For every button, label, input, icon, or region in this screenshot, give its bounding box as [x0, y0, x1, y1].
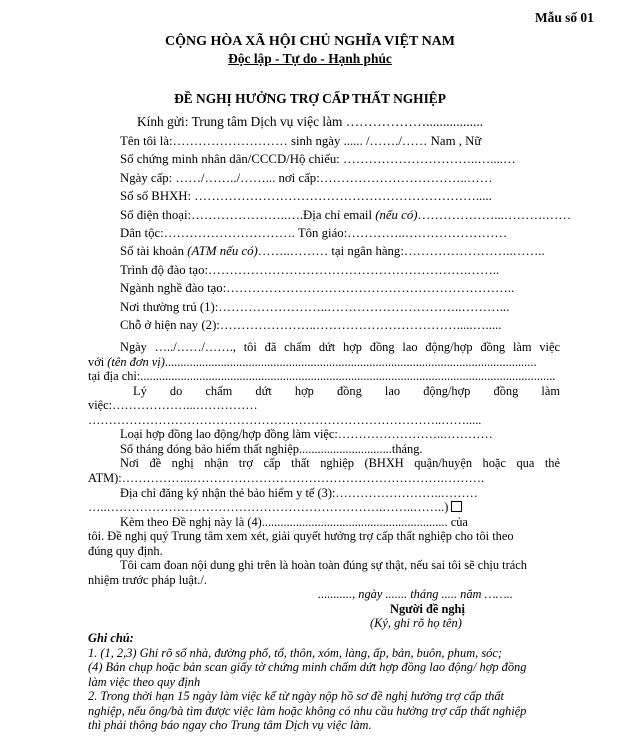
field-education: Trình độ đào tạo:…………………………………………………….……..	[120, 262, 500, 277]
field-name: Tên tôi là:……………………… sinh ngày ...... /……./…… Nam , Nữ	[120, 134, 482, 148]
commitment-line-2: nhiệm trước pháp luật./.	[88, 572, 207, 587]
recipient-line: Kính gửi: Trung tâm Dịch vụ việc làm ……………….................	[136, 114, 484, 129]
field-current-address: Chỗ ở hiện nay (2):…………………..…………………………….....….....	[120, 318, 502, 332]
country-header: CỘNG HÒA XÃ HỘI CHỦ NGHĨA VIỆT NAM	[164, 34, 455, 49]
note-2a: (4) Bản chụp hoặc bản scan giấy tờ chứng minh chấm dứt hợp đồng lao động/ hợp đồng	[88, 660, 527, 675]
signature-date: ..........., ngày ....... tháng ..... năm ……..	[318, 587, 513, 602]
note-3b: nghiệp, nếu ông/bà tìm được việc làm hoặc không có nhu cầu hưởng trợ cấp thất nghiệp	[88, 703, 527, 718]
request-line-2: đúng quy định.	[88, 543, 163, 558]
reason-continue: việc:………………...……………	[88, 398, 258, 413]
field-bank-account: Số tài khoản (ATM nếu có)……..……… tại ngân hàng:……………………..……..	[120, 244, 545, 259]
field-bhxh: Số sổ BHXH: ………………………………………………………….....	[120, 189, 492, 204]
field-residence: Nơi thường trú (1):……………………..…………………………..………...	[120, 299, 510, 314]
payment-place-line: Nơi đề nghị nhận trợ cấp thất nghiệp (BHXH quận/huyện hoặc qua thẻ	[120, 456, 560, 471]
insurance-months: Số tháng đóng bảo hiểm thất nghiệp..............................tháng.	[120, 441, 423, 456]
employer-address-line: tại địa chỉ:......................................................................................................................................	[88, 369, 556, 384]
termination-line: Ngày …../……/……., tôi đã chấm dứt hợp đồng lao động/hợp đồng làm việc	[120, 340, 560, 354]
field-ethnic-religion: Dân tộc:…………………………. Tôn giáo:…………..……………………	[120, 226, 508, 240]
health-card-dots: …..………………………………………………………….……..……..)	[88, 500, 462, 514]
signature-title: Người đề nghị	[390, 601, 465, 616]
reason-dots: …………………………………………………………………………..…….....	[88, 412, 482, 427]
field-issue: Ngày cấp: ……/……../……... nơi cấp:……………………………..……	[120, 170, 493, 185]
form-title: ĐỀ NGHỊ HƯỞNG TRỢ CẤP THẤT NGHIỆP	[174, 91, 446, 106]
note-1: 1. (1, 2,3) Ghi rõ số nhà, đường phố, tổ, thôn, xóm, làng, ấp, bản, buôn, phum, sóc;	[88, 645, 502, 660]
attached-docs-line: Kèm theo Đề nghị này là (4)............................................................ của	[120, 514, 468, 529]
reason-line: Lý do chấm dứt hợp đồng lao động/hợp đồng làm	[133, 383, 560, 398]
health-card-line: Địa chỉ đăng ký nhận thẻ bảo hiểm y tế (3):……………………..………	[120, 485, 478, 500]
field-id-number: Số chứng minh nhân dân/CCCD/Hộ chiếu: …………………………..…....…	[120, 152, 516, 167]
commitment-line-1: Tôi cam đoan nội dung ghi trên là hoàn toàn đúng sự thật, nếu sai tôi sẽ chịu trách	[120, 558, 527, 573]
field-major: Ngành nghề đào tạo:…………………………………………………………..	[120, 281, 515, 296]
contract-type: Loại hợp đồng lao động/hợp đồng làm việc:……………………..…………	[120, 427, 493, 442]
note-3a: 2. Trong thời hạn 15 ngày làm việc kể từ ngày nộp hồ sơ đề nghị hưởng trợ cấp thất	[88, 689, 505, 704]
atm-line: ATM):……………...…………………………………………………….……….	[88, 470, 485, 485]
note-2b: làm việc theo quy định	[88, 674, 201, 689]
national-motto: Độc lập - Tự do - Hạnh phúc	[228, 51, 392, 66]
request-line-1: tôi. Đề nghị quý Trung tâm xem xét, giải quyết hưởng trợ cấp thất nghiệp cho tôi theo	[88, 529, 514, 544]
note-3c: thì phải thông báo ngay cho Trung tâm Dịch vụ việc làm.	[88, 718, 372, 733]
signature-note: (Ký, ghi rõ họ tên)	[370, 616, 462, 631]
checkbox[interactable]	[451, 501, 462, 512]
employer-line: với (tên đơn vị)........................................................................................................................	[88, 354, 537, 369]
field-phone-email: Số điện thoại:…………………..….Địa chỉ email (nếu có)………………...……….……	[120, 207, 572, 222]
notes-heading: Ghi chú:	[88, 631, 134, 645]
form-code: Mẫu số 01	[535, 10, 594, 25]
